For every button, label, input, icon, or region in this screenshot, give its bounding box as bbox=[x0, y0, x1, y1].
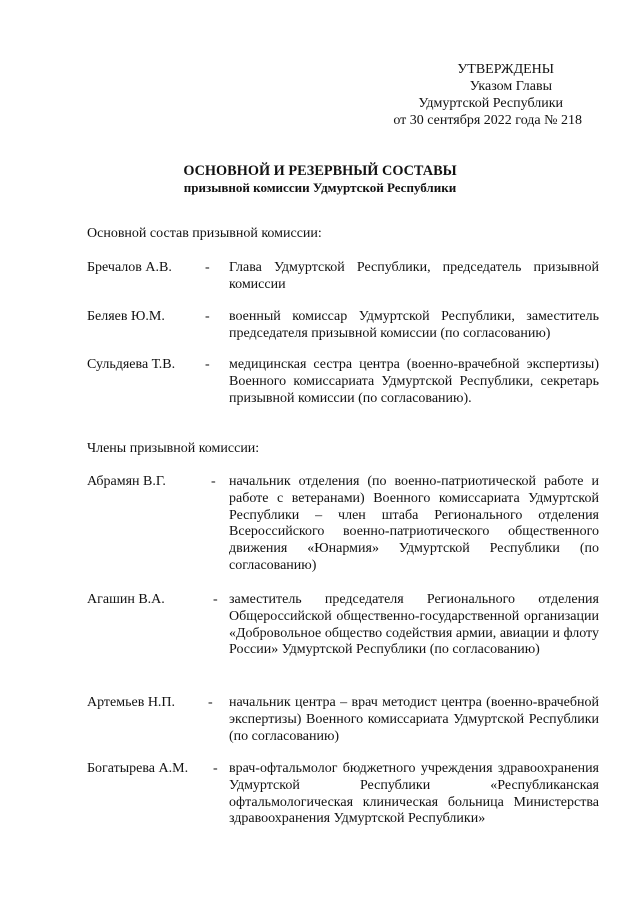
approval-stamp bbox=[342, 61, 582, 129]
subtitle-line: призывной комиссии Удмуртской Республики bbox=[183, 179, 457, 195]
approval-line: Указом Главы bbox=[469, 79, 552, 94]
document-title bbox=[0, 163, 640, 197]
dash-separator: - bbox=[205, 357, 210, 372]
member-name: Агашин В.А. bbox=[87, 592, 165, 607]
main-composition-heading: Основной состав призывной комиссии: bbox=[87, 226, 322, 241]
member-position: Глава Удмуртской Республики, председатель призывной комиссии bbox=[229, 260, 599, 292]
approval-date: от 30 сентября 2022 года № 218 bbox=[393, 113, 582, 128]
member-position: начальник центра – врач методист центра (военно-врачебной экспертизы) Военного комиссариата Удмуртской Республики (по согласованию) bbox=[229, 695, 599, 744]
dash-separator: - bbox=[213, 761, 218, 776]
title-line: ОСНОВНОЙ И РЕЗЕРВНЫЙ СОСТАВЫ bbox=[183, 163, 457, 179]
member-name: Сульдяева Т.В. bbox=[87, 357, 176, 372]
member-name: Бречалов А.В. bbox=[87, 260, 172, 275]
commission-members-heading: Члены призывной комиссии: bbox=[87, 441, 260, 456]
approval-line: Удмуртской Республики bbox=[418, 96, 563, 111]
member-position: начальник отделения (по военно-патриотической работе и работе с ветеранами) Военного комиссариата Удмуртской Республики – член штаба Регионального отделения Всероссийского военно-патриотического общественного движения «Юнармия» Удмуртской Республики (по согласованию) bbox=[229, 474, 599, 573]
member-position: заместитель председателя Регионального отделения Общероссийской общественно-государственной организации «Добровольное общество содействия армии, авиации и флоту России» Удмуртской Республики (по согласованию) bbox=[229, 592, 599, 658]
dash-separator: - bbox=[213, 592, 218, 607]
dash-separator: - bbox=[205, 309, 210, 324]
member-name: Богатырева А.М. bbox=[87, 761, 189, 776]
member-position: врач-офтальмолог бюджетного учреждения здравоохранения Удмуртской Республики «Республиканская офтальмологическая клиническая больница Министерства здравоохранения Удмуртской Республики» bbox=[229, 761, 599, 827]
member-name: Артемьев Н.П. bbox=[87, 695, 176, 710]
dash-separator: - bbox=[208, 695, 213, 710]
dash-separator: - bbox=[211, 474, 216, 489]
member-name: Абрамян В.Г. bbox=[87, 474, 166, 489]
member-position: медицинская сестра центра (военно-врачебной экспертизы) Военного комиссариата Удмуртской Республики, секретарь призывной комиссии (по согласованию). bbox=[229, 357, 599, 406]
member-name: Беляев Ю.М. bbox=[87, 309, 165, 324]
member-position: военный комиссар Удмуртской Республики, заместитель председателя призывной комиссии (по согласованию) bbox=[229, 309, 599, 341]
approval-title: УТВЕРЖДЕНЫ bbox=[457, 62, 554, 77]
dash-separator: - bbox=[205, 260, 210, 275]
